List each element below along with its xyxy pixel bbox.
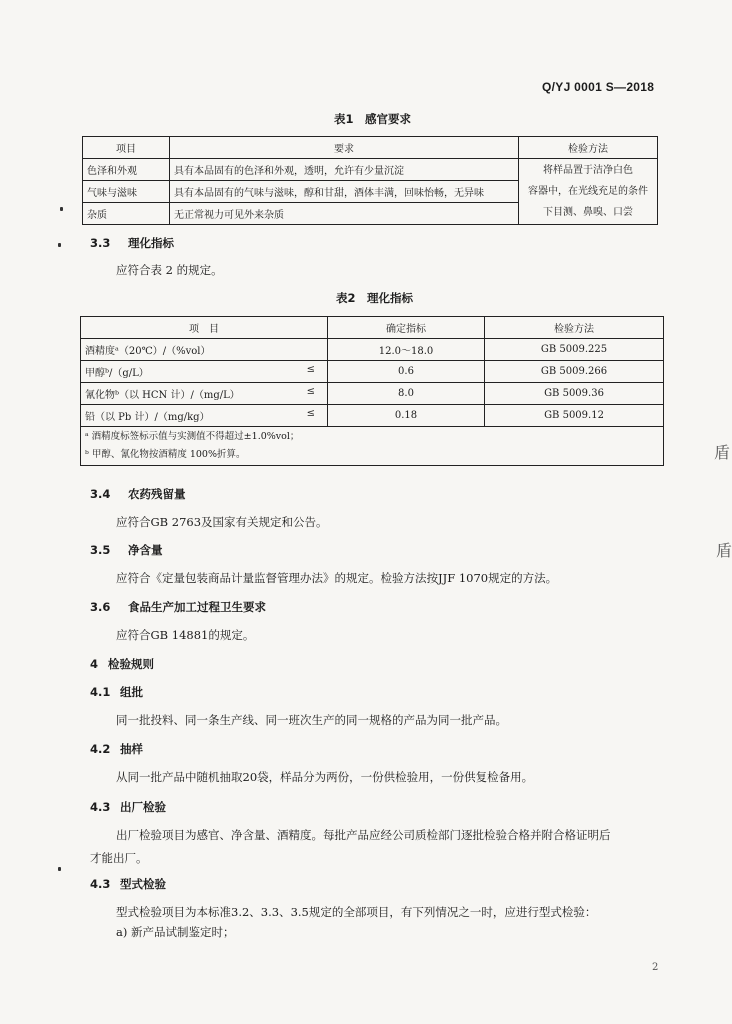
table1-cell: 色泽和外观 — [83, 159, 170, 181]
binding-hole-mark — [60, 207, 63, 211]
section-3-5-heading — [90, 542, 163, 558]
table1-header-item: 项目 — [83, 137, 170, 159]
table2-header-item: 项 目 — [81, 317, 328, 339]
section-number: 3.6 — [90, 600, 111, 614]
table2-method: GB 5009.12 — [485, 405, 664, 427]
table2-value: 8.0 — [328, 383, 485, 405]
table1-header-method: 检验方法 — [519, 137, 658, 159]
table2-item: 酒精度ᵃ（20℃）/（%vol） — [81, 339, 328, 361]
table2-caption: 表2 理化指标 — [336, 291, 414, 305]
section-3-3-heading — [90, 235, 174, 251]
table1-cell: 具有本品固有的气味与滋味，醇和甘甜，酒体丰满，回味怡畅，无异味 — [170, 181, 519, 203]
section-3-6-text: 应符合GB 14881的规定。 — [116, 628, 255, 642]
table1-cell: 无正常视力可见外来杂质 — [170, 203, 519, 225]
table2-method: GB 5009.266 — [485, 361, 664, 383]
table1-method-line: 容器中，在光线充足的条件 — [528, 186, 648, 197]
section-4-heading — [90, 656, 154, 672]
table2-value: 0.6 — [328, 361, 485, 383]
binding-hole-mark — [58, 243, 61, 247]
section-4-2-heading — [90, 741, 143, 757]
table2-item: 铅（以 Pb 计）/（mg/kg） ≤ — [81, 405, 328, 427]
section-title: 农药残留量 — [128, 487, 186, 501]
section-title: 食品生产加工过程卫生要求 — [128, 600, 266, 614]
table2-note: ᵃ 酒精度标签标示值与实测值不得超过±1.0%vol； — [85, 431, 300, 442]
page-number: 2 — [652, 962, 659, 973]
table1-cell: 气味与滋味 — [83, 181, 170, 203]
table2-method: GB 5009.225 — [485, 339, 664, 361]
section-title: 抽样 — [120, 742, 143, 756]
section-title: 出厂检验 — [120, 800, 166, 814]
section-number: 4.3 — [90, 800, 111, 814]
table2-header-value: 确定指标 — [328, 317, 485, 339]
section-title: 型式检验 — [120, 877, 166, 891]
section-3-6-heading — [90, 599, 266, 615]
section-4-1-heading — [90, 684, 143, 700]
table1-header-requirement: 要求 — [170, 137, 519, 159]
table1 — [82, 136, 658, 225]
table1-cell: 具有本品固有的色泽和外观，透明，允许有少量沉淀 — [170, 159, 519, 181]
table2-note: ᵇ 甲醇、氰化物按酒精度 100%折算。 — [85, 449, 246, 460]
section-4-3b-text-line2: a) 新产品试制鉴定时； — [116, 925, 235, 939]
section-number: 4.2 — [90, 742, 111, 756]
edge-bleed-text: 盾 — [716, 541, 732, 560]
table2-value: 0.18 — [328, 405, 485, 427]
section-title: 检验规则 — [108, 657, 154, 671]
binding-hole-mark — [58, 867, 61, 871]
table1-method-line: 下目测、鼻嗅、口尝 — [543, 207, 633, 218]
table2-value: 12.0～18.0 — [328, 339, 485, 361]
section-number: 4.1 — [90, 685, 111, 699]
section-4-1-text: 同一批投料、同一条生产线、同一班次生产的同一规格的产品为同一批产品。 — [116, 713, 507, 727]
section-title: 净含量 — [128, 543, 163, 557]
section-number: 3.5 — [90, 543, 111, 557]
section-number: 3.4 — [90, 487, 111, 501]
section-3-5-text: 应符合《定量包装商品计量监督管理办法》的规定。检验方法按JJF 1070规定的方法。 — [116, 571, 558, 585]
section-4-3b-heading — [90, 876, 166, 892]
table1-method-line: 将样品置于洁净白色 — [543, 165, 633, 176]
section-3-3-text: 应符合表 2 的规定。 — [116, 263, 223, 277]
table2-item: 氰化物ᵇ（以 HCN 计）/（mg/L） ≤ — [81, 383, 328, 405]
standard-number: Q/YJ 0001 S—2018 — [542, 80, 655, 94]
edge-bleed-text: 盾 — [714, 443, 731, 462]
table1-caption: 表1 感官要求 — [334, 112, 412, 126]
section-number: 4.3 — [90, 877, 111, 891]
section-number: 3.3 — [90, 236, 111, 250]
table2-item: 甲醇ᵇ/（g/L） ≤ — [81, 361, 328, 383]
section-4-3-text-line2: 才能出厂。 — [90, 851, 148, 865]
table1-cell: 杂质 — [83, 203, 170, 225]
section-4-3-heading — [90, 799, 166, 815]
section-4-2-text: 从同一批产品中随机抽取20袋，样品分为两份，一份供检验用，一份供复检备用。 — [116, 770, 534, 784]
section-4-3b-text-line1: 型式检验项目为本标准3.2、3.3、3.5规定的全部项目，有下列情况之一时，应进行型式检验： — [116, 905, 597, 919]
table2-notes — [81, 427, 664, 466]
section-title: 组批 — [120, 685, 143, 699]
section-4-3-text-line1: 出厂检验项目为感官、净含量、酒精度。每批产品应经公司质检部门逐批检验合格并附合格证明后 — [116, 828, 611, 842]
section-number: 4 — [90, 657, 99, 671]
table2-method: GB 5009.36 — [485, 383, 664, 405]
table2-header-method: 检验方法 — [485, 317, 664, 339]
section-3-4-text: 应符合GB 2763及国家有关规定和公告。 — [116, 515, 328, 529]
table1-method-cell — [519, 159, 658, 225]
section-3-4-heading — [90, 486, 186, 502]
table2 — [80, 316, 664, 466]
section-title: 理化指标 — [128, 236, 174, 250]
